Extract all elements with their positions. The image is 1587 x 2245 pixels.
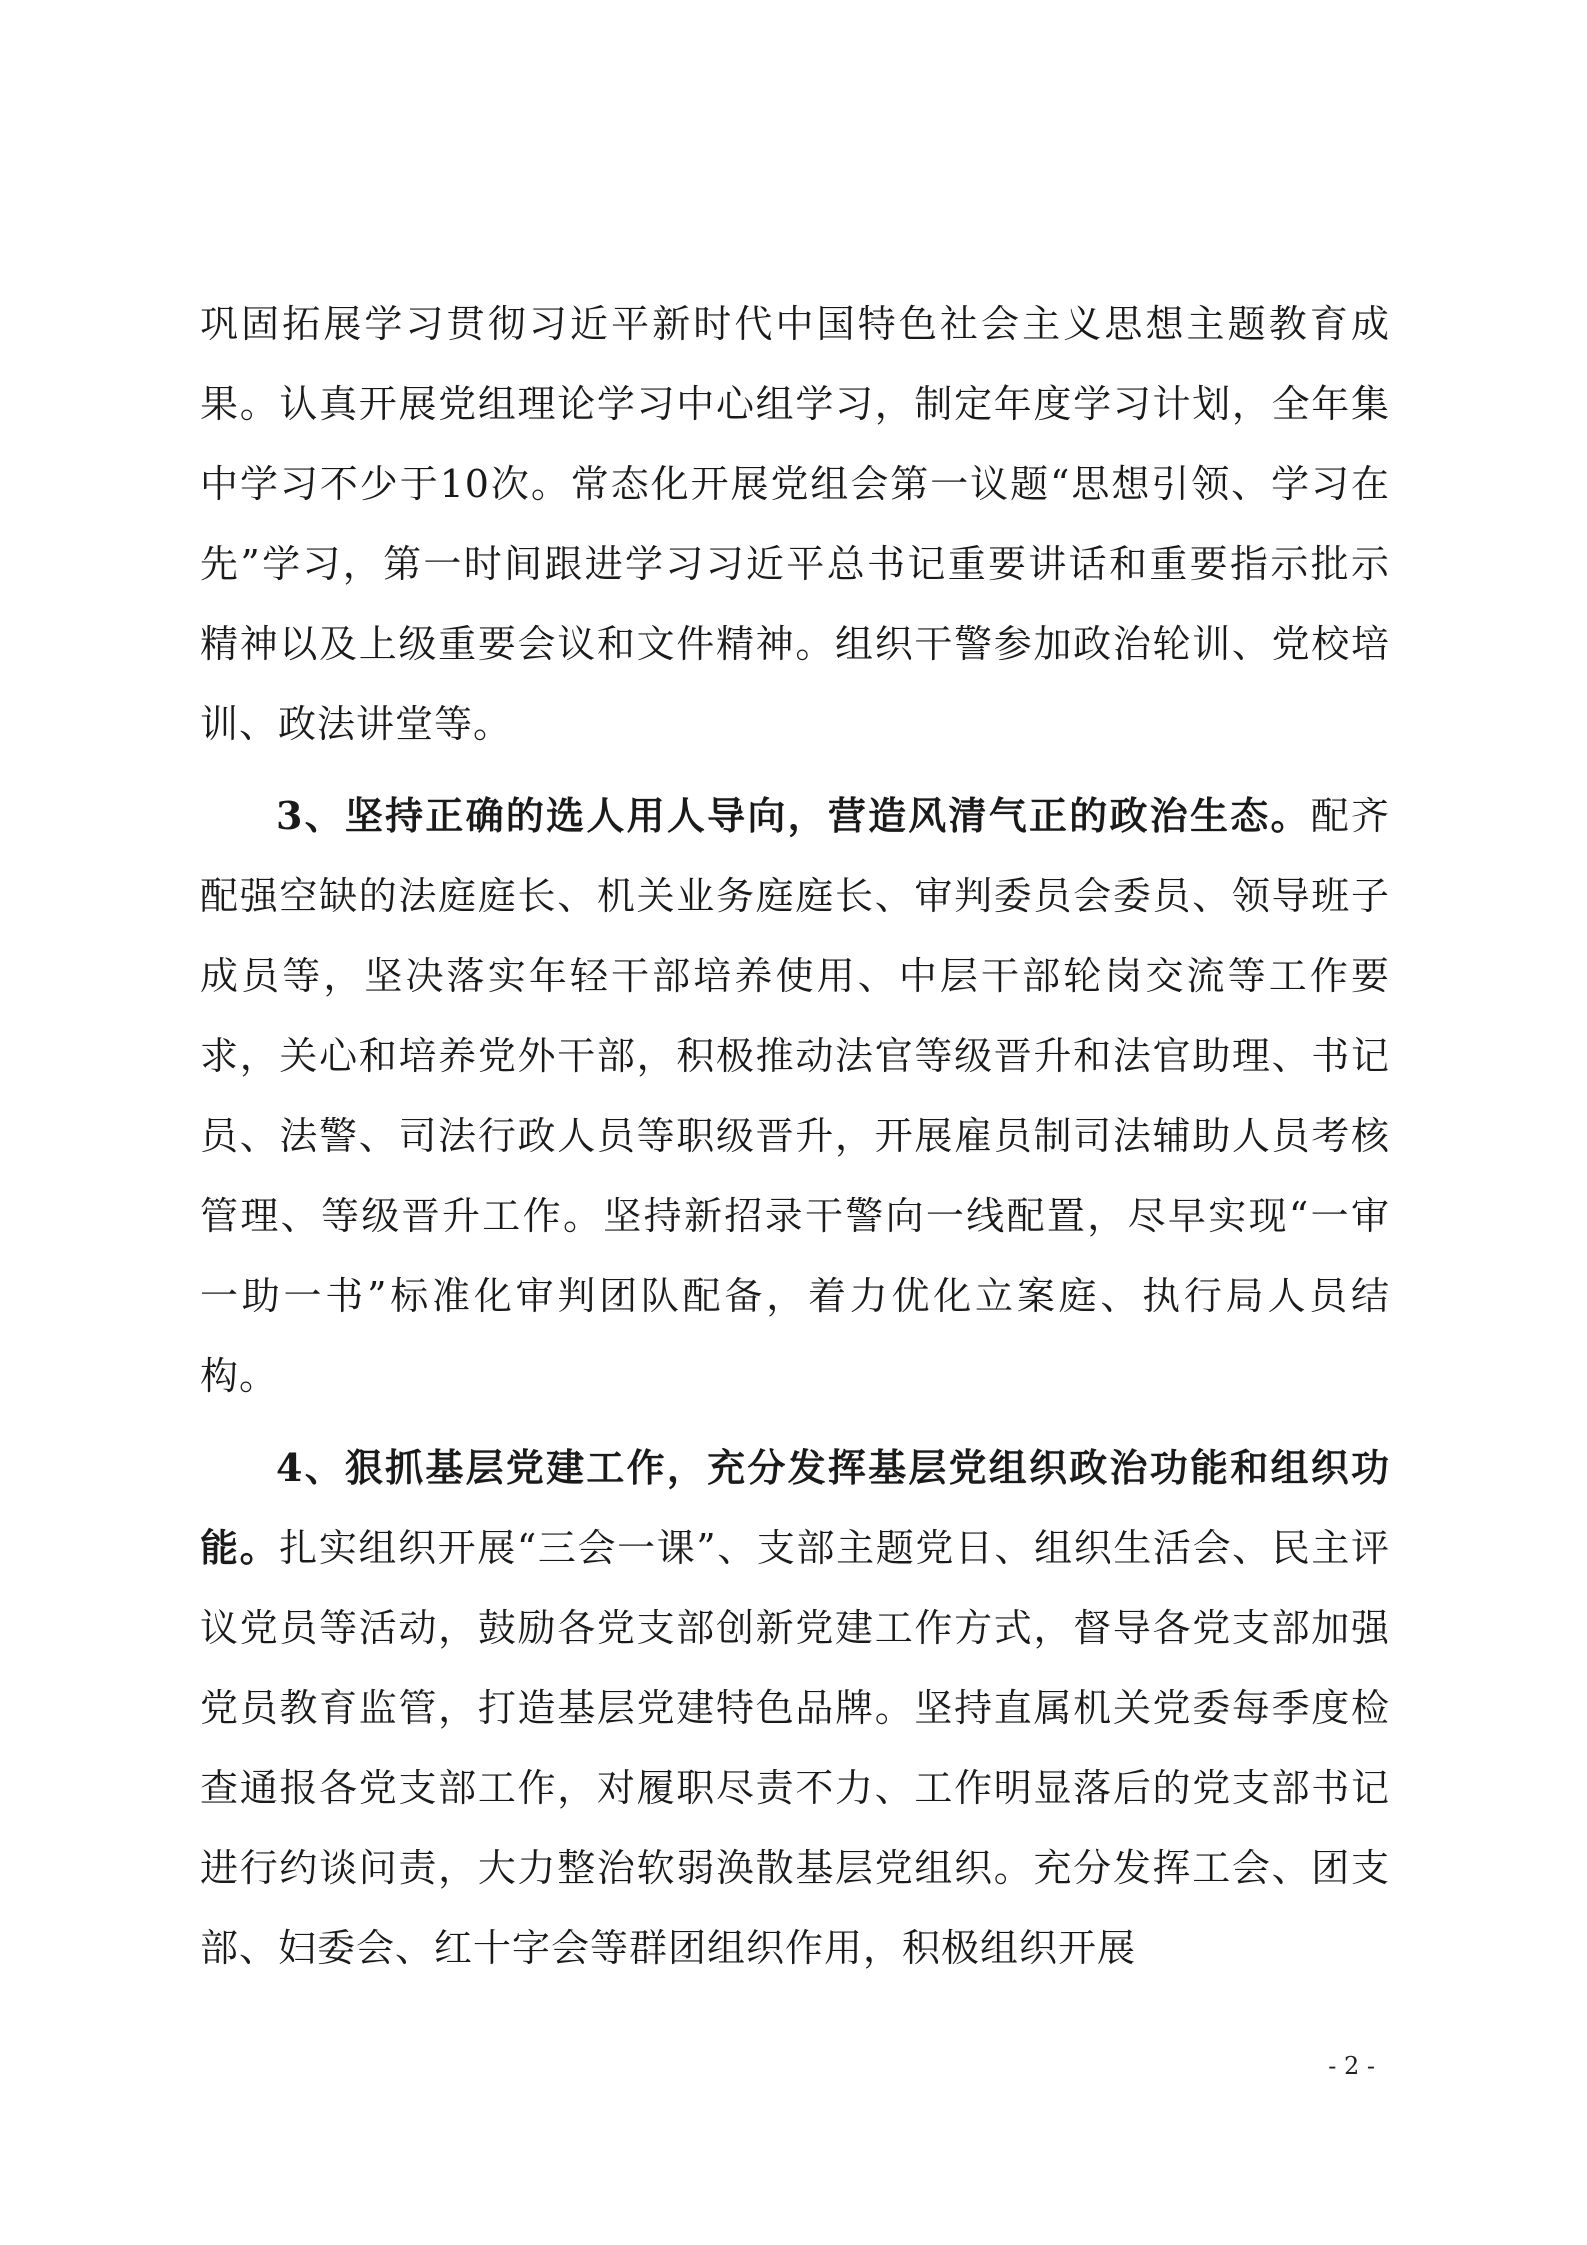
paragraph-text: 配齐配强空缺的法庭庭长、机关业务庭庭长、审判委员会委员、领导班子成员等，坚决落实年轻干部培养使用、中层干部轮岗交流等工作要求，关心和培养党外干部，积极推动法官等级晋升和法官助理、书记员、法警、司法行政人员等职级晋升，开展雇员制司法辅助人员考核管理、等级晋升工作。坚持新招录干警向一线配置，尽早实现“一审一助一书”标准化审判团队配备，着力优化立案庭、执行局人员结构。 xyxy=(200,794,1390,1398)
paragraph-section-4 xyxy=(200,1428,1390,1988)
paragraph-text: 巩固拓展学习贯彻习近平新时代中国特色社会主义思想主题教育成果。认真开展党组理论学习中心组学习，制定年度学习计划，全年集中学习不少于10次。常态化开展党组会第一议题“思想引领、学习在先”学习，第一时间跟进学习习近平总书记重要讲话和重要指示批示精神以及上级重要会议和文件精神。组织干警参加政治轮训、党校培训、政法讲堂等。 xyxy=(200,302,1390,746)
section-3-heading: 3、坚持正确的选人用人导向，营造风清气正的政治生态。 xyxy=(276,793,1311,838)
paragraph-continuation xyxy=(200,284,1390,764)
paragraph-text: 扎实组织开展“三会一课”、支部主题党日、组织生活会、民主评议党员等活动，鼓励各党支部创新党建工作方式，督导各党支部加强党员教育监管，打造基层党建特色品牌。坚持直属机关党委每季度检查通报各党支部工作，对履职尽责不力、工作明显落后的党支部书记进行约谈问责，大力整治软弱涣散基层党组织。充分发挥工会、团支部、妇委会、红十字会等群团组织作用，积极组织开展 xyxy=(200,1526,1390,1970)
document-body xyxy=(200,284,1390,2000)
page-number: - 2 - xyxy=(1328,2052,1375,2080)
section-4-heading: 4、狠抓基层党建工作，充分发挥基层党组织政治功能和组织功能。 xyxy=(200,1445,1390,1570)
paragraph-section-3 xyxy=(200,776,1390,1416)
